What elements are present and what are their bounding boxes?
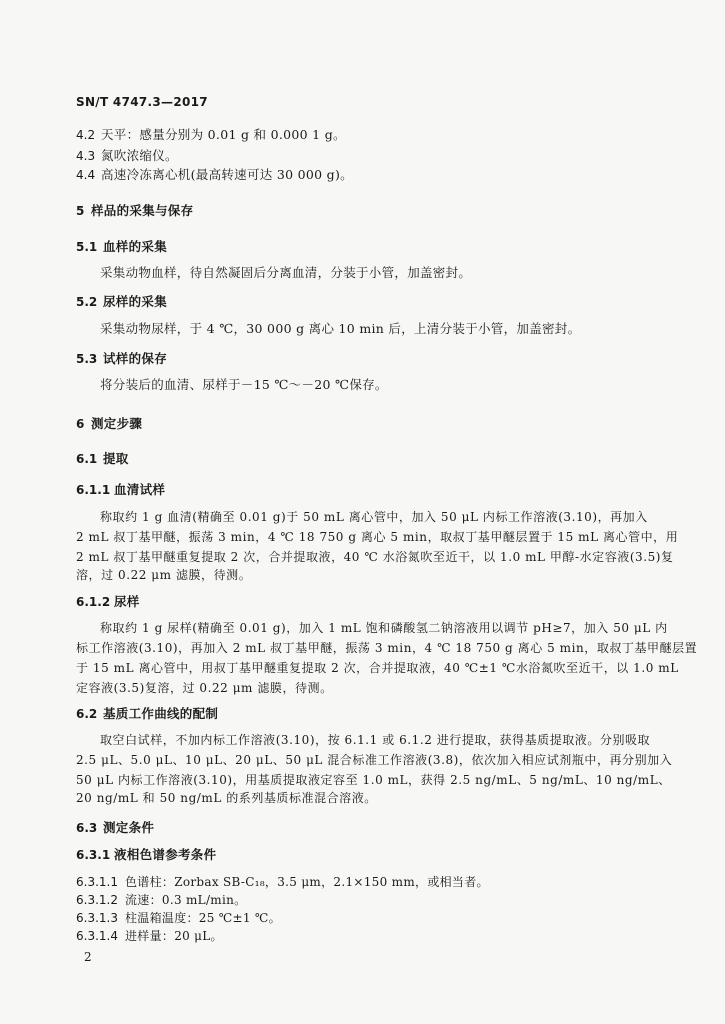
paragraph-line: 溶，过 0.22 μm 滤膜，待测。 xyxy=(76,568,252,582)
subsection-number: 6.2 xyxy=(76,707,98,721)
paragraph: 采集动物尿样，于 4 ℃，30 000 g 离心 10 min 后，上清分装于小管，加盖密封。 xyxy=(100,321,581,336)
subsection-number: 6.1.2 xyxy=(76,595,111,609)
paragraph-line: 20 ng/mL 和 50 ng/mL 的系列基质标准混合溶液。 xyxy=(76,791,377,805)
subsection-number: 5.2 xyxy=(76,295,98,309)
paragraph-line: 称取约 1 g 尿样(精确至 0.01 g)，加入 1 mL 饱和磷酸氢二钠溶液用以调节 pH≥7，加入 50 μL 内 xyxy=(100,621,668,635)
subsection-number: 6.1.1 xyxy=(76,483,111,497)
item-text: 流速：0.3 mL/min。 xyxy=(125,893,247,907)
paragraph: 将分装后的血清、尿样于－15 ℃～－20 ℃保存。 xyxy=(100,377,388,392)
paragraph-line: 取空白试样，不加内标工作溶液(3.10)，按 6.1.1 或 6.1.2 进行提取，获得基质提取液。分别吸取 xyxy=(100,733,651,747)
subsection-number: 5.3 xyxy=(76,352,98,366)
item-number: 4.4 xyxy=(76,168,96,182)
subsection-number: 6.1 xyxy=(76,452,98,466)
paragraph-line: 于 15 mL 离心管中，用叔丁基甲醚重复提取 2 次，合并提取液，40 ℃±1 ℃水浴氮吹至近干，以 1.0 mL xyxy=(76,661,679,675)
item-text: 进样量：20 μL。 xyxy=(125,929,223,943)
subsection-title: 尿样 xyxy=(114,594,140,609)
subsection-title: 血清试样 xyxy=(114,482,166,497)
subsection-number: 6.3.1 xyxy=(76,848,111,862)
paragraph-line: 2 mL 叔丁基甲醚，振荡 3 min，4 ℃ 18 750 g 离心 5 min，取叔丁基甲醚层置于 15 mL 离心管中，用 xyxy=(76,530,679,544)
paragraph-line: 2.5 μL、5.0 μL、10 μL、20 μL、50 μL 混合标准工作溶液(3.8)，依次加入相应试剂瓶中，再分别加入 xyxy=(76,753,673,767)
subsection-title: 液相色谱参考条件 xyxy=(114,847,217,862)
subsection-title: 血样的采集 xyxy=(103,239,168,254)
paragraph-line: 称取约 1 g 血清(精确至 0.01 g)于 50 mL 离心管中，加入 50 μL 内标工作溶液(3.10)，再加入 xyxy=(100,510,648,524)
item-number: 6.3.1.2 xyxy=(76,893,118,907)
paragraph-line: 2 mL 叔丁基甲醚重复提取 2 次，合并提取液，40 ℃ 水浴氮吹至近干，以 1.0 mL 甲醇-水定容液(3.5)复 xyxy=(76,550,674,564)
item-text: 色谱柱：Zorbax SB-C₁₈，3.5 μm，2.1×150 mm，或相当者。 xyxy=(125,875,489,889)
paragraph-line: 定容液(3.5)复溶，过 0.22 μm 滤膜，待测。 xyxy=(76,681,333,695)
document-header: SN/T 4747.3—2017 xyxy=(76,95,208,109)
section-title: 样品的采集与保存 xyxy=(91,203,194,218)
paragraph-line: 标工作溶液(3.10)，再加入 2 mL 叔丁基甲醚，振荡 3 min，4 ℃ 18 750 g 离心 5 min，取叔丁基甲醚层置 xyxy=(76,641,698,655)
section-title: 测定步骤 xyxy=(91,416,143,431)
item-text: 天平：感量分别为 0.01 g 和 0.000 1 g。 xyxy=(101,127,346,142)
item-number: 6.3.1.4 xyxy=(76,929,118,943)
subsection-number: 5.1 xyxy=(76,240,98,254)
subsection-title: 提取 xyxy=(103,451,129,466)
subsection-title: 尿样的采集 xyxy=(103,294,168,309)
item-number: 4.2 xyxy=(76,128,96,142)
subsection-title: 试样的保存 xyxy=(103,351,168,366)
subsection-title: 基质工作曲线的配制 xyxy=(103,706,219,721)
subsection-number: 6.3 xyxy=(76,821,98,835)
paragraph-line: 50 μL 内标工作溶液(3.10)，用基质提取液定容至 1.0 mL，获得 2.5 ng/mL、5 ng/mL、10 ng/mL、 xyxy=(76,773,671,787)
section-number: 6 xyxy=(76,417,85,431)
paragraph: 采集动物血样，待自然凝固后分离血清，分装于小管，加盖密封。 xyxy=(100,265,472,280)
subsection-title: 测定条件 xyxy=(103,820,155,835)
item-number: 6.3.1.1 xyxy=(76,875,118,889)
item-number: 4.3 xyxy=(76,149,96,163)
section-number: 5 xyxy=(76,204,85,218)
page-number: 2 xyxy=(84,950,92,964)
item-text: 氮吹浓缩仪。 xyxy=(101,148,178,163)
item-number: 6.3.1.3 xyxy=(76,911,118,925)
item-text: 柱温箱温度：25 ℃±1 ℃。 xyxy=(125,911,281,925)
item-text: 高速冷冻离心机(最高转速可达 30 000 g)。 xyxy=(101,167,353,182)
